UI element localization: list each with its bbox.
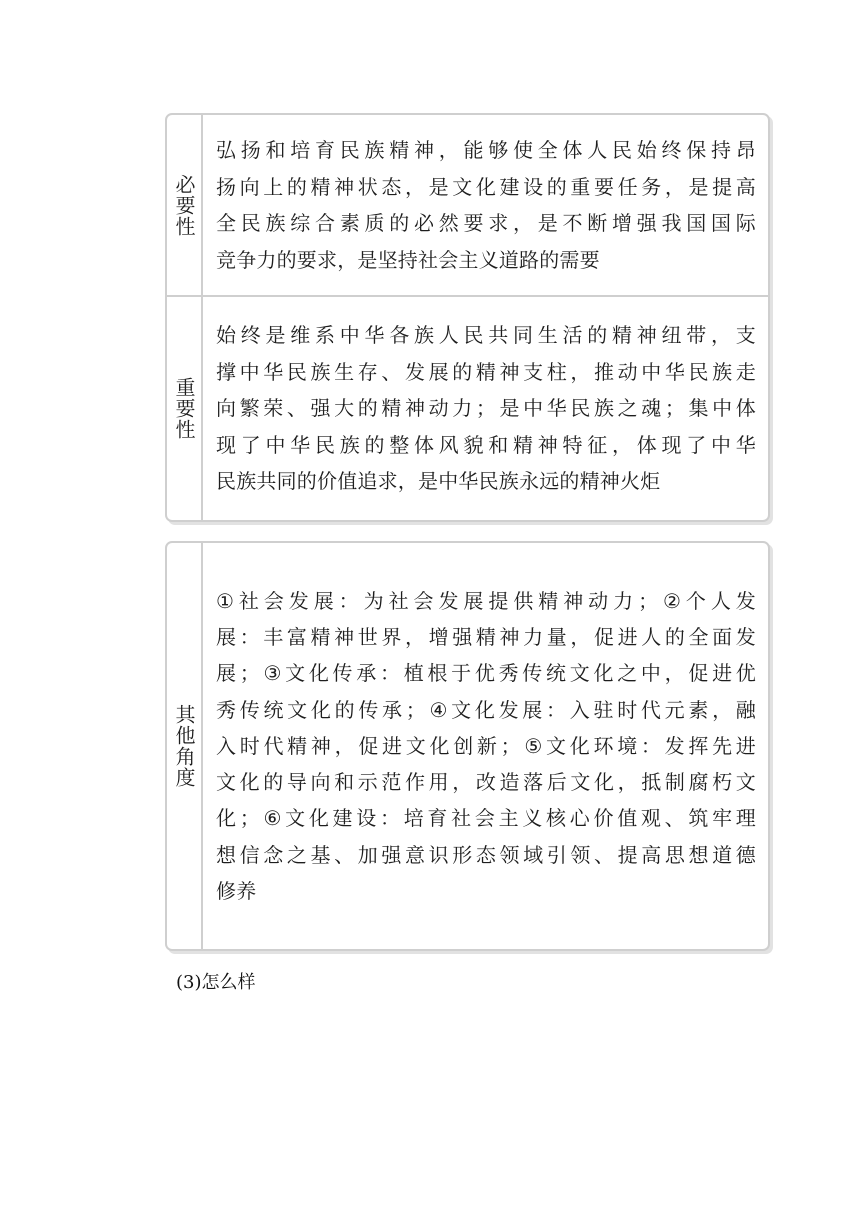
row-label-cell xyxy=(167,297,203,520)
table-row-importance xyxy=(167,297,768,520)
row-content-importance xyxy=(203,297,768,520)
content-line: 文化的导向和示范作用，改造落后文化，抵制腐朽文 xyxy=(216,770,756,795)
content-line: 向繁荣、强大的精神动力；是中华民族之魂；集中体 xyxy=(216,396,756,421)
content-line: 入时代精神，促进文化创新；⑤文化环境：发挥先进 xyxy=(216,733,756,758)
row-content-necessity xyxy=(203,115,768,295)
content-line: 秀传统文化的传承；④文化发展：入驻时代元素，融 xyxy=(216,697,756,722)
content-line: 修养 xyxy=(216,879,257,904)
row-label-necessity: 必要性 xyxy=(172,173,196,237)
section-heading: (3)怎么样 xyxy=(176,972,256,993)
row-label-importance: 重要性 xyxy=(172,377,196,440)
content-line: 现了中华民族的整体风貌和精神特征，体现了中华 xyxy=(216,432,756,457)
content-line: 展；③文化传承：植根于优秀传统文化之中，促进优 xyxy=(216,661,756,686)
row-label-cell xyxy=(167,543,203,949)
content-line: 扬向上的精神状态，是文化建设的重要任务，是提高 xyxy=(216,174,756,199)
row-content-other-perspectives xyxy=(203,543,768,949)
content-line: 竞争力的要求，是坚持社会主义道路的需要 xyxy=(216,247,600,272)
content-line: 化；⑥文化建设：培育社会主义核心价值观、筑牢理 xyxy=(216,806,756,831)
content-line: 始终是维系中华各族人民共同生活的精神纽带，支 xyxy=(216,323,756,348)
content-line: 弘扬和培育民族精神，能够使全体人民始终保持昂 xyxy=(216,138,756,162)
content-line: ①社会发展：为社会发展提供精神动力；②个人发 xyxy=(216,588,756,613)
row-label-other-perspectives: 其他角度 xyxy=(172,704,196,788)
table-row-other-perspectives xyxy=(167,543,768,949)
content-line: 全民族综合素质的必然要求，是不断增强我国国际 xyxy=(216,211,756,235)
other-perspectives-table xyxy=(165,541,770,951)
significance-table xyxy=(165,113,770,522)
content-line: 撑中华民族生存、发展的精神支柱，推动中华民族走 xyxy=(216,359,756,384)
content-line: 想信念之基、加强意识形态领域引领、提高思想道德 xyxy=(216,842,756,867)
table-row-necessity xyxy=(167,115,768,297)
row-label-cell xyxy=(167,115,203,295)
content-line: 展：丰富精神世界，增强精神力量，促进人的全面发 xyxy=(216,624,756,649)
content-line: 民族共同的价值追求，是中华民族永远的精神火炬 xyxy=(216,469,661,494)
